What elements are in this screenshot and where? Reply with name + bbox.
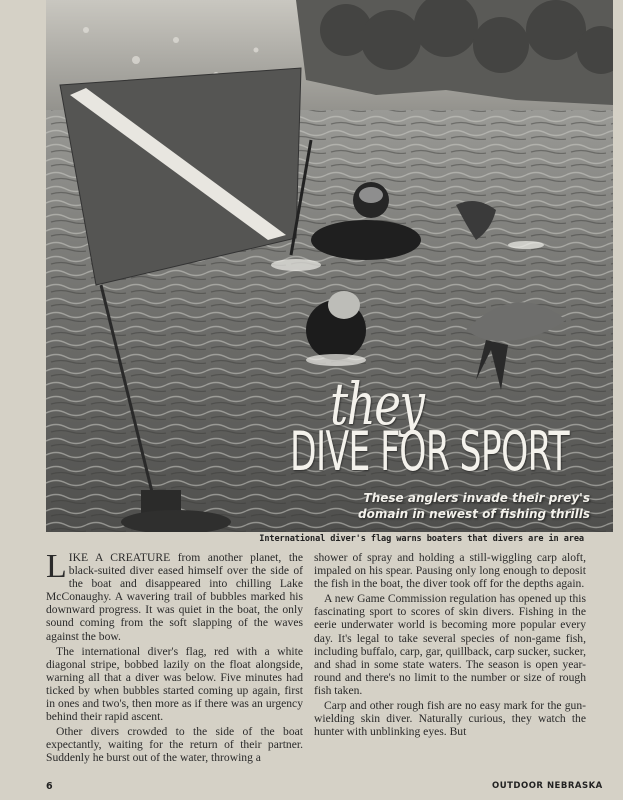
subtitle-line-2: domain in newest of fishing thrills [358, 507, 590, 521]
drop-cap: L [46, 548, 67, 585]
paragraph: shower of spray and holding a still-wiggling carp aloft, impaled on his spear. Pausing only long enough to deposit the fish in the boat, the diver took off for the depths again. [314, 551, 586, 591]
magazine-name: OUTDOOR NEBRASKA [492, 781, 603, 791]
paragraph-text: IKE A CREATURE from another planet, the black-suited diver eased himself over the side of the boat and disappeared into chilling Lake McConaughy. A wavering trail of bubbles marked his downward progress. It was quiet in the boat, the only sound coming from the soft slapping of the waves against the bow. [46, 551, 303, 643]
paragraph: Carp and other rough fish are no easy mark for the gun-wielding skin diver. Naturally curious, they watch the hunter with unblinking eyes. But [314, 699, 586, 739]
photo-caption: International diver's flag warns boaters that divers are in area [259, 534, 584, 544]
headline-subtitle [340, 490, 590, 522]
subtitle-line-1: These anglers invade their prey's [363, 491, 590, 505]
article-column-2 [314, 551, 586, 740]
article-column-1 [46, 548, 303, 767]
headline-small: they [330, 370, 424, 438]
paragraph: The international diver's flag, red with a white diagonal stripe, bobbed lazily on the float alongside, warning all that a diver was below. Five minutes had ticked by when bubbles started coming up again, first in ones and two's, then more as if there was an urgency behind their rapid ascent. [46, 644, 303, 724]
paragraph [46, 548, 303, 643]
paragraph: Other divers crowded to the side of the boat expectantly, waiting for the return of their partner. Suddenly he burst out of the water, throwing a [46, 725, 303, 765]
headline-main: DIVE FOR SPORT [290, 420, 569, 483]
page-number: 6 [46, 781, 53, 792]
paragraph: A new Game Commission regulation has opened up this fascinating sport to scores of skin divers. Fishing in the eerie underwater world is becoming more popular every day. It's legal to take several species of non-game fish, including buffalo, carp, gar, quillback, carp sucker, sucker, and shad in some state waters. The season is open year-round and there's no limit to the number or size of rough fish taken. [314, 592, 586, 697]
